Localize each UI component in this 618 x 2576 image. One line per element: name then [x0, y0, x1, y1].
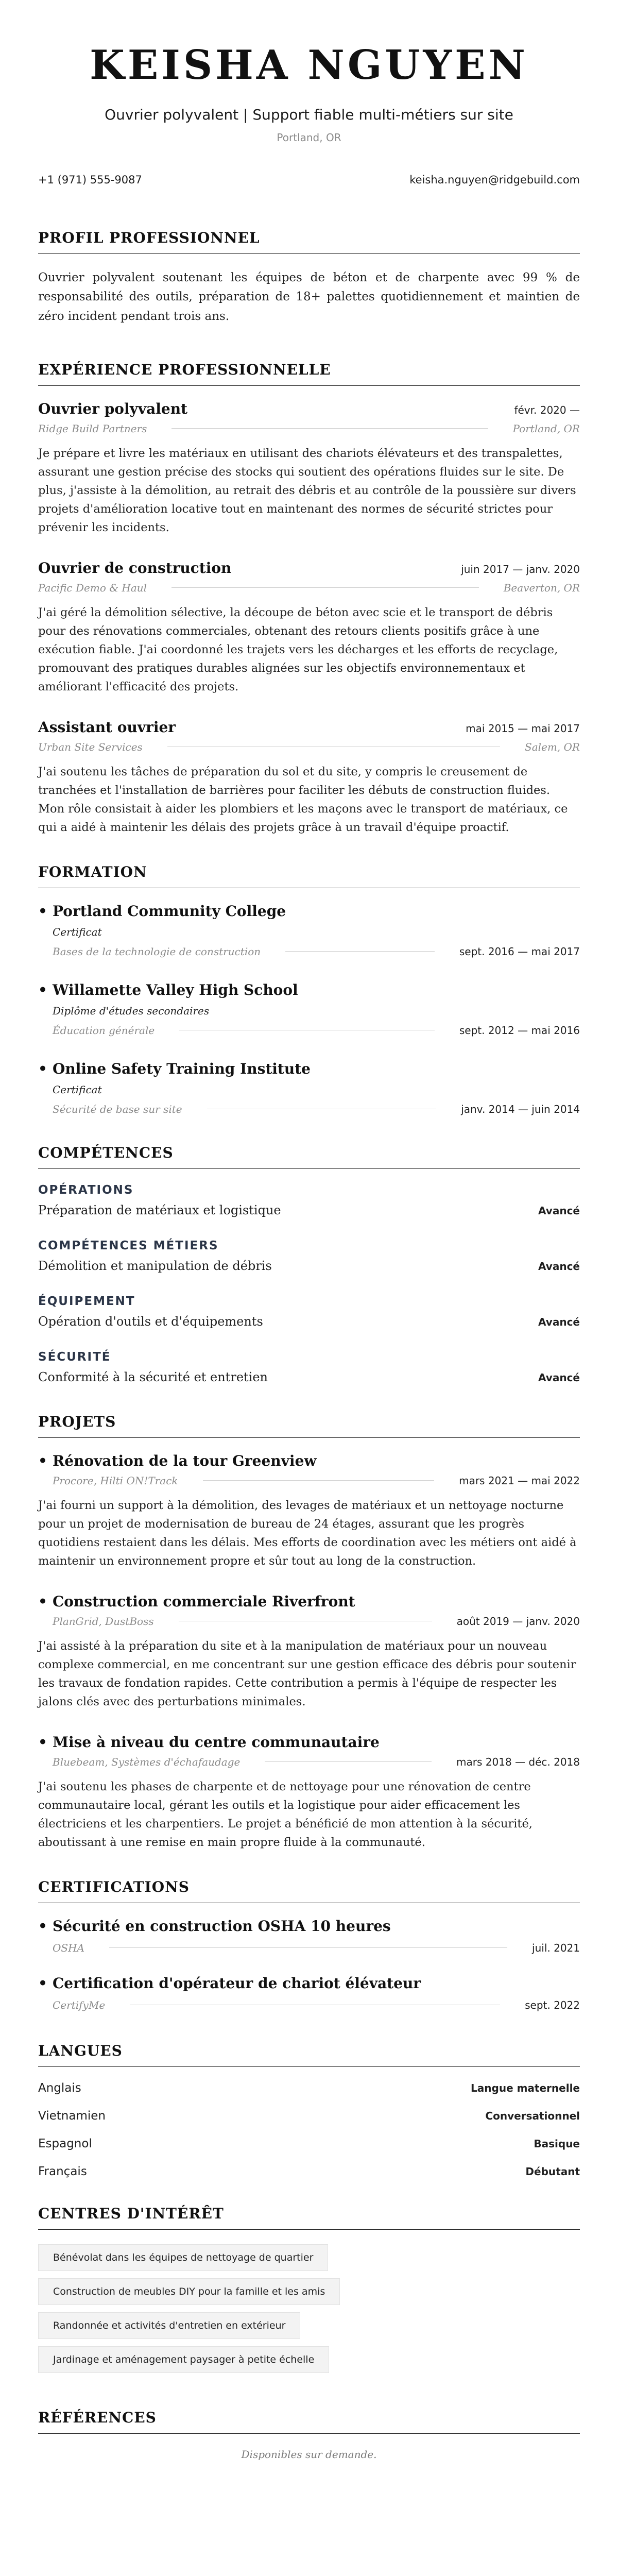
section-title-education: FORMATION — [38, 863, 580, 888]
language-level: Débutant — [525, 2165, 580, 2178]
education-entry — [38, 981, 580, 1037]
project-entry — [38, 1593, 580, 1711]
bullet-icon: • — [38, 1060, 47, 1077]
job-description: J'ai soutenu les tâches de préparation du sol et du site, y compris le creusement de tranchées et l'installation de barrières pour faciliter les débuts de construction fluides. Mon rôle consistait à aider les plombiers et les maçons avec le transport de matériaux, ce qui a aidé à maintenir les délais des projets grâce à un travail d'équipe proactif. — [38, 765, 568, 834]
project-tools: Procore, Hilti ON!Track — [53, 1474, 178, 1487]
project-tools: PlanGrid, DustBoss — [53, 1615, 154, 1628]
job-location: Beaverton, OR — [503, 581, 580, 594]
section-title-interests: CENTRES D'INTÉRÊT — [38, 2205, 580, 2230]
project-entry — [38, 1452, 580, 1570]
bullet-icon: • — [38, 1592, 47, 1610]
references-section — [38, 2409, 580, 2461]
interest-tag: Randonnée et activités d'entretien en extérieur — [38, 2312, 300, 2339]
school-name: Portland Community College — [53, 902, 286, 920]
section-title-projects: PROJETS — [38, 1413, 580, 1438]
skill-group — [38, 1183, 580, 1217]
skill-group — [38, 1239, 580, 1273]
language-row — [38, 2109, 580, 2123]
leader-line — [265, 1761, 432, 1762]
school-name: Online Safety Training Institute — [53, 1060, 311, 1077]
bullet-icon: • — [38, 1974, 47, 1992]
language-name: Espagnol — [38, 2137, 92, 2150]
bullet-icon: • — [38, 902, 47, 920]
certification-issuer: CertifyMe — [53, 1998, 106, 2011]
job-location: Portland, OR — [512, 422, 580, 435]
skill-group — [38, 1350, 580, 1384]
references-note: Disponibles sur demande. — [241, 2448, 377, 2461]
skill-category: COMPÉTENCES MÉTIERS — [38, 1239, 219, 1252]
profile-summary: Ouvrier polyvalent soutenant les équipes de béton et de charpente avec 99 % de responsabilité des outils, préparation de 18+ palettes quotidiennement et maintien de zéro incident pendant trois ans. — [38, 271, 580, 323]
language-name: Anglais — [38, 2081, 81, 2095]
section-title-certifications: CERTIFICATIONS — [38, 1878, 580, 1903]
skill-level: Avancé — [538, 1204, 580, 1217]
project-description: J'ai fourni un support à la démolition, des levages de matériaux et un nettoyage nocturne pour un projet de modernisation de bureau de 24 étages, assurant que les progrès quotidiens restaient dans les délais. Mes efforts de coordination avec les métiers ont aidé à maintenir un environnement propre et sûr tout au long de la construction. — [38, 1498, 577, 1568]
resume-header — [38, 42, 580, 186]
certification-entry — [38, 1918, 580, 1954]
job-title: Assistant ouvrier — [38, 718, 176, 736]
education-entry — [38, 1060, 580, 1115]
job-entry — [38, 400, 580, 537]
job-title: Ouvrier de construction — [38, 559, 232, 577]
project-entry — [38, 1734, 580, 1852]
interest-tag: Jardinage et aménagement paysager à petite échelle — [38, 2346, 329, 2373]
job-entry — [38, 719, 580, 837]
skill-level: Avancé — [538, 1315, 580, 1328]
project-name: Rénovation de la tour Greenview — [53, 1452, 317, 1469]
section-title-skills: COMPÉTENCES — [38, 1144, 580, 1169]
project-name: Mise à niveau du centre communautaire — [53, 1733, 380, 1751]
leader-line — [171, 428, 488, 429]
certification-entry — [38, 1975, 580, 2011]
project-tools: Bluebeam, Systèmes d'échafaudage — [53, 1755, 241, 1768]
skill-category: ÉQUIPEMENT — [38, 1294, 135, 1308]
interests-section — [38, 2205, 580, 2380]
school-name: Willamette Valley High School — [53, 981, 298, 998]
experience-section — [38, 361, 580, 837]
bullet-icon: • — [38, 1917, 47, 1935]
language-name: Français — [38, 2164, 87, 2178]
skill-level: Avancé — [538, 1260, 580, 1273]
skill-group — [38, 1295, 580, 1329]
section-title-languages: LANGUES — [38, 2042, 580, 2067]
email-link[interactable]: keisha.nguyen@ridgebuild.com — [409, 174, 580, 186]
language-level: Langue maternelle — [471, 2081, 580, 2094]
certification-name: Sécurité en construction OSHA 10 heures — [53, 1917, 391, 1935]
job-entry — [38, 560, 580, 696]
language-name: Vietnamien — [38, 2109, 106, 2123]
language-level: Conversationnel — [485, 2109, 580, 2122]
bullet-icon: • — [38, 981, 47, 998]
leader-line — [203, 1480, 435, 1481]
section-title-references: RÉFÉRENCES — [38, 2409, 580, 2434]
skill-category: OPÉRATIONS — [38, 1183, 134, 1197]
job-description: J'ai géré la démolition sélective, la découpe de béton avec scie et le transport de débris pour des rénovations commerciales, obtenant des retours clients positifs grâce à une exécution fiable. J'ai coordonné les trajets vers les décharges et les efforts de recyclage, promouvant des pratiques durables alignées sur les objectifs environnementaux et améliorant l'efficacité des projets. — [38, 605, 558, 693]
job-title: Ouvrier polyvalent — [38, 400, 188, 417]
leader-line — [171, 587, 479, 588]
section-title-experience: EXPÉRIENCE PROFESSIONNELLE — [38, 361, 580, 386]
leader-line — [109, 1947, 507, 1948]
job-description: Je prépare et livre les matériaux en utilisant des chariots élévateurs et des transpalettes, assurant une gestion précise des stocks qui soutient des opérations fluides sur le site. De plus, j'assiste à la démolition, au retrait des débris et au contrôle de la poussière sur divers projets d'amélioration locative tout en maintenant des normes de sécurité strictes pour prévenir les incidents. — [38, 446, 576, 534]
candidate-name: KEISHA NGUYEN — [90, 42, 528, 89]
section-title-profile: PROFIL PROFESSIONNEL — [38, 229, 580, 254]
education-dates: sept. 2016 — mai 2017 — [459, 945, 580, 958]
degree: Diplôme d'études secondaires — [53, 1004, 210, 1017]
skill-level: Avancé — [538, 1371, 580, 1384]
field-of-study: Sécurité de base sur site — [53, 1103, 182, 1115]
project-dates: août 2019 — janv. 2020 — [456, 1615, 580, 1628]
language-level: Basique — [534, 2137, 580, 2150]
degree: Certificat — [53, 925, 102, 938]
interest-tag: Bénévolat dans les équipes de nettoyage de quartier — [38, 2244, 328, 2271]
skill-category: SÉCURITÉ — [38, 1350, 111, 1364]
education-entry — [38, 903, 580, 958]
field-of-study: Bases de la technologie de construction — [53, 945, 261, 958]
leader-line — [285, 951, 435, 952]
project-dates: mars 2018 — déc. 2018 — [456, 1755, 580, 1768]
language-row — [38, 2081, 580, 2095]
certification-date: sept. 2022 — [525, 1998, 580, 2011]
certification-name: Certification d'opérateur de chariot élévateur — [53, 1974, 421, 1992]
certification-issuer: OSHA — [53, 1941, 84, 1954]
project-dates: mars 2021 — mai 2022 — [459, 1474, 580, 1487]
language-row — [38, 2165, 580, 2178]
job-company: Ridge Build Partners — [38, 422, 147, 435]
job-dates: mai 2015 — mai 2017 — [466, 722, 580, 735]
contact-row — [38, 174, 580, 186]
field-of-study: Éducation générale — [53, 1024, 155, 1037]
projects-section — [38, 1413, 580, 1852]
skill-name: Opération d'outils et d'équipements — [38, 1314, 263, 1329]
profile-section — [38, 229, 580, 326]
project-description: J'ai assisté à la préparation du site et à la manipulation de matériaux pour un nouveau complexe commercial, en me concentrant sur une gestion efficace des débris pour soutenir les travaux de fondation rapides. Cette contribution a permis à l'équipe de respecter les jalons clés avec des perturbations minimales. — [38, 1639, 576, 1708]
degree: Certificat — [53, 1083, 102, 1096]
candidate-tagline: Ouvrier polyvalent | Support fiable multi-métiers sur site — [105, 106, 513, 123]
candidate-location: Portland, OR — [277, 131, 341, 144]
skill-name: Démolition et manipulation de débris — [38, 1258, 272, 1273]
interest-tag: Construction de meubles DIY pour la famille et les amis — [38, 2278, 340, 2305]
project-name: Construction commerciale Riverfront — [53, 1592, 355, 1610]
education-section — [38, 863, 580, 1115]
bullet-icon: • — [38, 1452, 47, 1469]
project-description: J'ai soutenu les phases de charpente et de nettoyage pour une rénovation de centre communautaire local, gérant les outils et la logistique pour aider efficacement les électriciens et les charpentiers. Le projet a bénéficié de mon attention à la sécurité, aboutissant à une remise en main propre fluide à la communauté. — [38, 1780, 533, 1849]
certification-date: juil. 2021 — [532, 1941, 580, 1954]
skill-name: Conformité à la sécurité et entretien — [38, 1369, 268, 1384]
phone-number[interactable]: +1 (971) 555-9087 — [38, 174, 142, 186]
bullet-icon: • — [38, 1733, 47, 1751]
education-dates: sept. 2012 — mai 2016 — [459, 1024, 580, 1037]
job-company: Urban Site Services — [38, 740, 143, 753]
language-row — [38, 2137, 580, 2150]
skills-section — [38, 1144, 580, 1384]
job-dates: juin 2017 — janv. 2020 — [461, 563, 580, 575]
job-dates: févr. 2020 — — [514, 403, 580, 416]
skill-name: Préparation de matériaux et logistique — [38, 1202, 281, 1217]
languages-section — [38, 2042, 580, 2178]
job-company: Pacific Demo & Haul — [38, 581, 147, 594]
job-location: Salem, OR — [525, 740, 580, 753]
certifications-section — [38, 1878, 580, 2011]
education-dates: janv. 2014 — juin 2014 — [461, 1103, 580, 1115]
